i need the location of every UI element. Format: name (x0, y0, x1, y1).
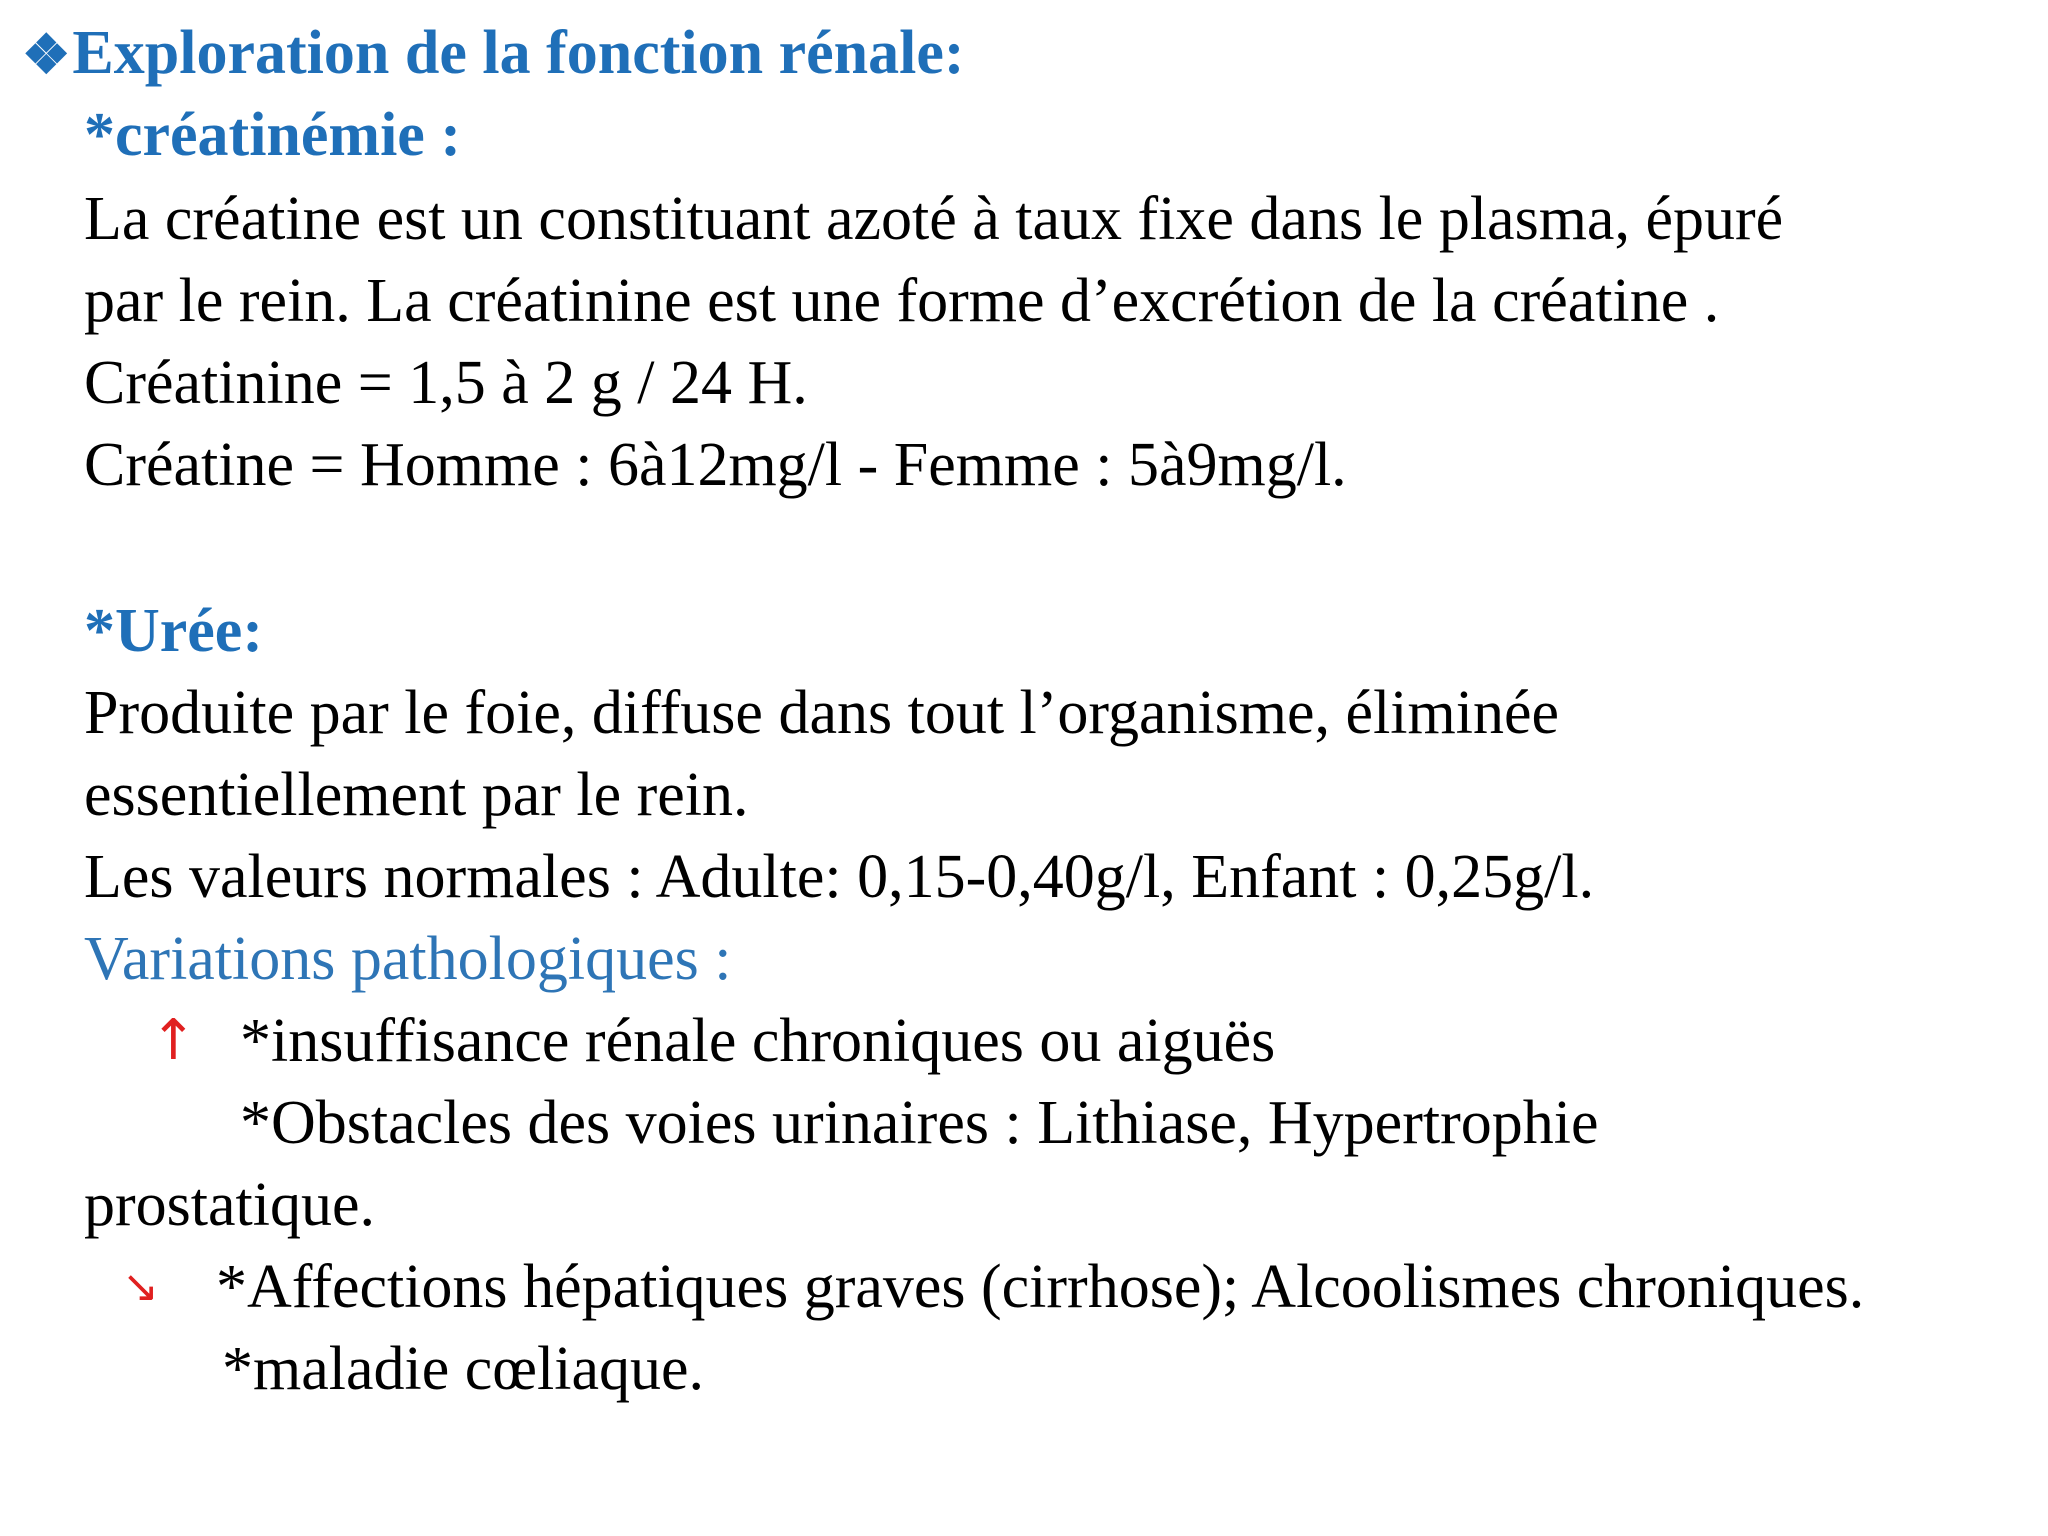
uree-text-line-2: essentiellement par le rein. (84, 761, 749, 829)
arrow-down-right-icon: ↘ (122, 1261, 159, 1312)
increase-item-2-continued: prostatique. (84, 1171, 375, 1239)
decrease-item-1: *Affections hépatiques graves (cirrhose); Alcoolismes chroniques. (216, 1253, 1865, 1321)
variations-label: Variations pathologiques : (84, 925, 732, 993)
slide-title (22, 12, 965, 94)
creatinemie-text-line-2: par le rein. La créatinine est une forme d’excrétion de la créatine . (84, 267, 1720, 335)
arrow-up-icon: ↑ (150, 1008, 197, 1073)
uree-heading: *Urée: (84, 597, 263, 665)
uree-text-line-1: Produite par le foie, diffuse dans tout l’organisme, éliminée (84, 679, 1560, 747)
diamond-bullet-icon: ❖ (22, 25, 71, 85)
slide-title-text: Exploration de la fonction rénale: (72, 19, 965, 87)
decrease-item-2: *maladie cœliaque. (222, 1335, 705, 1403)
uree-normal-values: Les valeurs normales : Adulte: 0,15-0,40g/l, Enfant : 0,25g/l. (84, 843, 1595, 911)
increase-item-1: *insuffisance rénale chroniques ou aiguës (240, 1007, 1276, 1075)
increase-item-2: *Obstacles des voies urinaires : Lithiase, Hypertrophie (240, 1089, 1599, 1157)
creatinemie-heading: *créatinémie : (84, 101, 461, 169)
creatinemie-text-line-1: La créatine est un constituant azoté à taux fixe dans le plasma, épuré (84, 185, 1784, 253)
creatine-values: Créatine = Homme : 6à12mg/l - Femme : 5à9mg/l. (84, 431, 1347, 499)
creatinine-value: Créatinine = 1,5 à 2 g / 24 H. (84, 349, 808, 417)
